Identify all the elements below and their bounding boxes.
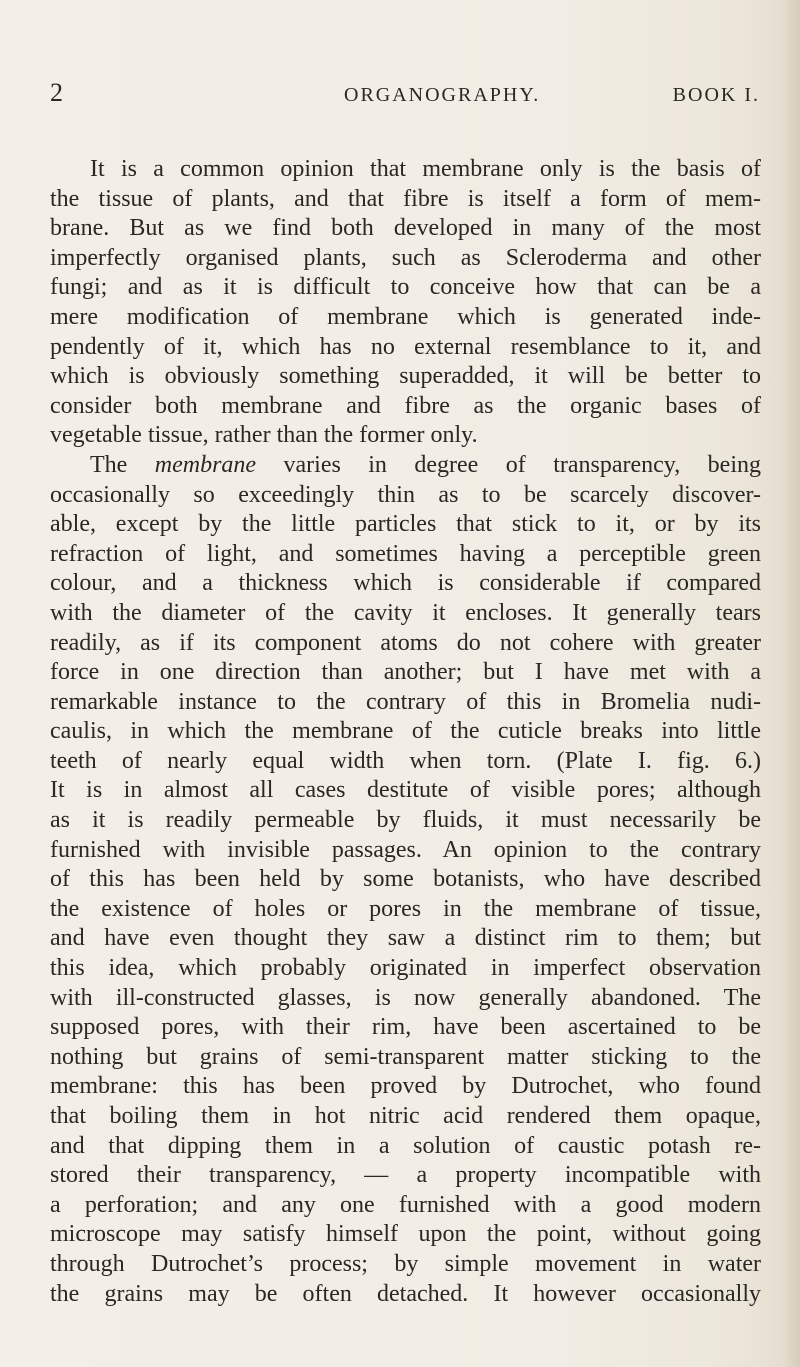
text-line: and that dipping them in a solution of caustic potash re- (50, 1132, 761, 1159)
text-line: imperfectly organised plants, such as Scleroderma and other (50, 244, 761, 271)
text-line: vegetable tissue, rather than the former only. (50, 422, 478, 449)
paragraph-lead-word: The (90, 451, 128, 478)
text-line: stored their transparency, — a property incompatible with (50, 1162, 761, 1189)
text-line: It is in almost all cases destitute of visible pores; although (50, 777, 761, 804)
text-line-paragraph-start (50, 451, 761, 481)
text-line: brane. But as we find both developed in many of the most (50, 215, 761, 242)
text-line: that boiling them in hot nitric acid rendered them opaque, (50, 1103, 761, 1129)
text-line: the tissue of plants, and that fibre is itself a form of mem- (50, 185, 761, 212)
text-line: of this has been held by some botanists, who have described (50, 866, 761, 893)
text-line: mere modification of membrane which is generated inde- (50, 303, 761, 330)
page-edge-shadow (782, 0, 800, 1367)
text-line: and have even thought they saw a distinct rim to them; but (50, 925, 761, 952)
text-line: able, except by the little particles that stick to it, or by its (50, 511, 761, 538)
text-line: the grains may be often detached. It however occasionally (50, 1280, 761, 1307)
text-line: force in one direction than another; but I have met with a (50, 659, 761, 686)
text-line: remarkable instance to the contrary of this in Bromelia nudi- (50, 688, 761, 715)
text-line: microscope may satisfy himself upon the point, without going (50, 1221, 761, 1248)
text-line: with the diameter of the cavity it encloses. It generally tears (50, 599, 761, 626)
text-line: as it is readily permeable by fluids, it must necessarily be (50, 807, 761, 834)
paragraph-lead-rest: varies in degree of transparency, being (256, 451, 762, 478)
text-line: colour, and a thickness which is considerable if compared (50, 570, 761, 597)
text-line: teeth of nearly equal width when torn. (Plate I. fig. 6.) (50, 747, 761, 774)
text-line: with ill-constructed glasses, is now generally abandoned. The (50, 984, 761, 1011)
italic-term-membrane: membrane (154, 451, 257, 478)
text-line: caulis, in which the membrane of the cuticle breaks into little (50, 718, 761, 745)
running-title: ORGANOGRAPHY. (344, 84, 541, 106)
running-header (50, 78, 760, 118)
text-line: a perforation; and any one furnished with a good modern (50, 1191, 761, 1218)
book-label: BOOK I. (672, 84, 760, 106)
text-line: refraction of light, and sometimes having a perceptible green (50, 540, 761, 567)
text-line: fungi; and as it is difficult to conceive how that can be a (50, 274, 761, 301)
text-line: furnished with invisible passages. An opinion to the contrary (50, 836, 761, 863)
text-line: nothing but grains of semi-transparent matter sticking to the (50, 1043, 761, 1070)
page-number: 2 (50, 78, 64, 107)
text-line: supposed pores, with their rim, have been ascertained to be (50, 1014, 761, 1041)
text-line: It is a common opinion that membrane only is the basis of (90, 156, 761, 182)
text-line: readily, as if its component atoms do not cohere with greater (50, 629, 761, 656)
body-text (50, 155, 761, 1309)
text-line: the existence of holes or pores in the membrane of tissue, (50, 895, 761, 922)
text-line: membrane: this has been proved by Dutrochet, who found (50, 1073, 761, 1100)
text-line: occasionally so exceedingly thin as to be scarcely discover- (50, 481, 761, 508)
text-line: pendently of it, which has no external resemblance to it, and (50, 333, 761, 360)
text-line: through Dutrochet’s process; by simple movement in water (50, 1250, 761, 1277)
text-line: consider both membrane and fibre as the organic bases of (50, 392, 761, 419)
text-line: which is obviously something superadded, it will be better to (50, 363, 761, 390)
text-line: this idea, which probably originated in imperfect observation (50, 955, 761, 982)
